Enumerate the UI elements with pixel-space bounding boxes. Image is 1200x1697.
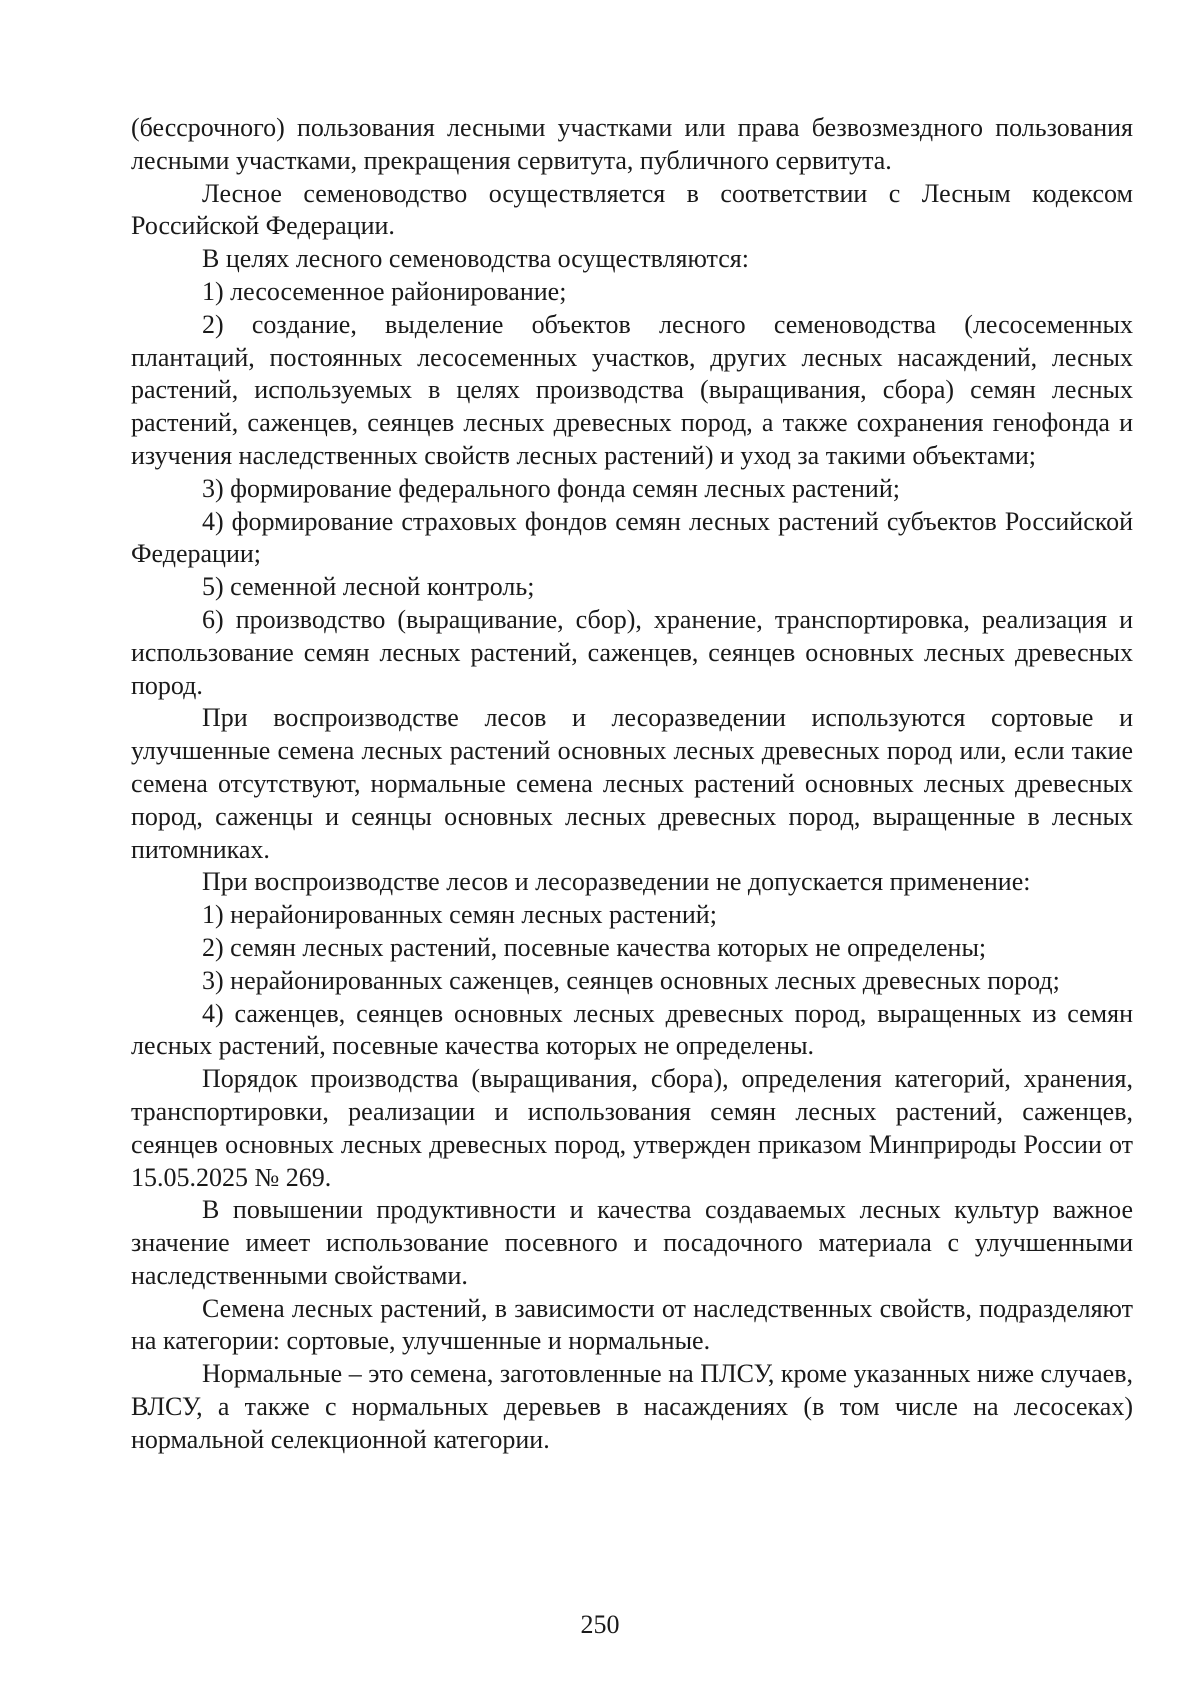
paragraph: В повышении продуктивности и качества создаваемых лесных культур важное значение имеет использование посевного и посадочного материала с улучшенными наследственными свойствами. <box>131 1195 1133 1290</box>
list-item: 2) семян лесных растений, посевные качества которых не определены; <box>202 932 987 962</box>
paragraph: Порядок производства (выращивания, сбора), определения категорий, хранения, транспортировки, реализации и использования семян лесных растений, саженцев, сеянцев основных лесных древесных пород, утвержден приказом Минприроды России от 15.05.2025 № 269. <box>131 1064 1133 1192</box>
paragraph: При воспроизводстве лесов и лесоразведении используются сортовые и улучшенные семена лесных растений основных лесных древесных пород или, если такие семена отсутствуют, нормальные семена лесных растений основных лесных древесных пород, саженцы и сеянцы основных лесных древесных пород, выращенные в лесных питомниках. <box>131 703 1133 864</box>
paragraph: Нормальные – это семена, заготовленные на ПЛСУ, кроме указанных ниже случаев, ВЛСУ, а также с нормальных деревьев в насаждениях (в том числе на лесосеках) нормальной селекционной категории. <box>131 1359 1133 1454</box>
document-body <box>131 112 1133 1457</box>
paragraph: В целях лесного семеноводства осуществляются: <box>202 244 749 274</box>
list-item: 6) производство (выращивание, сбор), хранение, транспортировка, реализация и использование семян лесных растений, саженцев, сеянцев основных лесных древесных пород. <box>131 604 1133 700</box>
list-item: 1) лесосеменное районирование; <box>202 276 567 306</box>
list-item: 4) саженцев, сеянцев основных лесных древесных пород, выращенных из семян лесных растений, посевные качества которых не определены. <box>131 998 1133 1061</box>
list-item: 3) нерайонированных саженцев, сеянцев основных лесных древесных пород; <box>202 965 1060 995</box>
list-item: 4) формирование страховых фондов семян лесных растений субъектов Российской Федерации; <box>131 506 1133 569</box>
list-item: 3) формирование федерального фонда семян лесных растений; <box>202 473 900 503</box>
list-item: 1) нерайонированных семян лесных растений; <box>202 900 717 930</box>
paragraph: Семена лесных растений, в зависимости от наследственных свойств, подразделяют на категории: сортовые, улучшенные и нормальные. <box>131 1293 1133 1356</box>
paragraph: (бессрочного) пользования лесными участками или права безвозмездного пользования лесными участками, прекращения сервитута, публичного сервитута. <box>131 113 1133 175</box>
page-number: 250 <box>580 1610 620 1639</box>
list-item: 2) создание, выделение объектов лесного семеноводства (лесосеменных плантаций, постоянных лесосеменных участков, других лесных насаждений, лесных растений, используемых в целях производства (выращивания, сбора) семян лесных растений, саженцев, сеянцев лесных древесных пород, а также сохранения генофонда и изучения наследственных свойств лесных растений) и уход за такими объектами; <box>131 309 1133 470</box>
list-item: 5) семенной лесной контроль; <box>202 572 535 602</box>
paragraph: Лесное семеноводство осуществляется в соответствии с Лесным кодексом Российской Федерации. <box>131 178 1133 241</box>
paragraph: При воспроизводстве лесов и лесоразведении не допускается применение: <box>202 867 1031 897</box>
